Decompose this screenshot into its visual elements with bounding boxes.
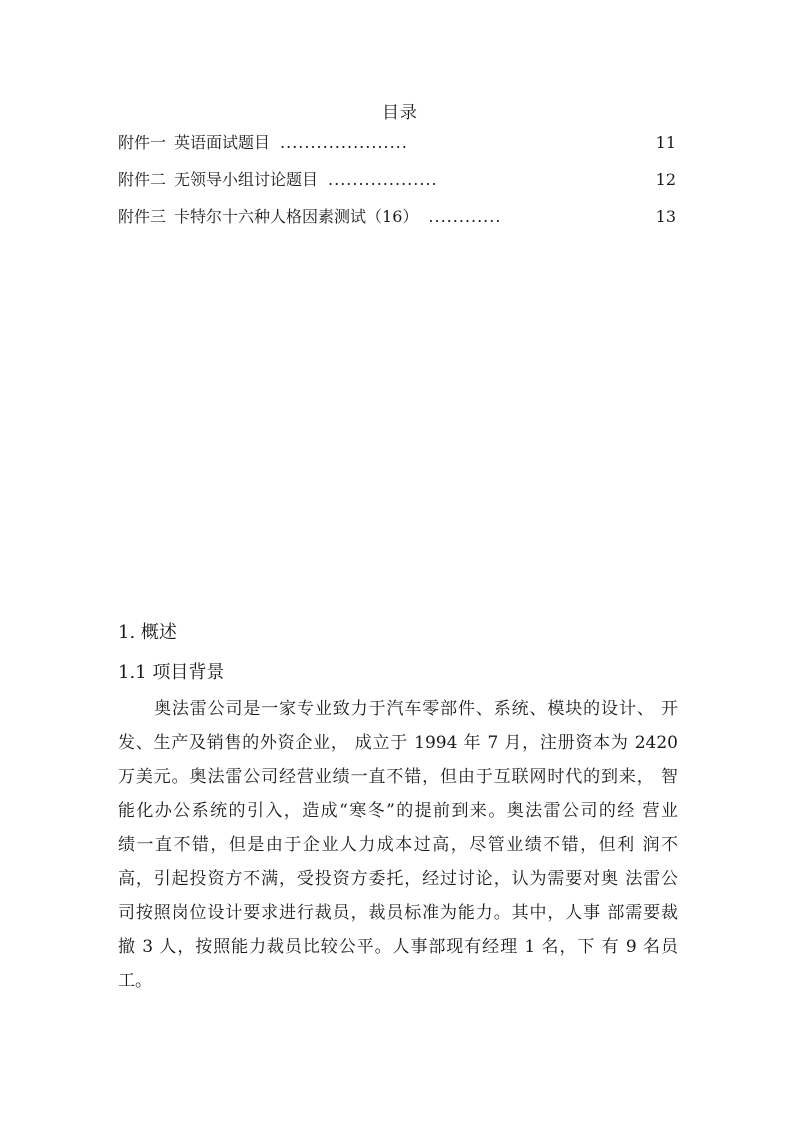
paragraph-line: 司按照岗位设计要求进行裁员，裁员标准为能力。其中，人事 部需要裁 bbox=[118, 903, 678, 923]
subsection-heading: 1.1 项目背景 bbox=[118, 662, 225, 683]
toc-item-appendix-1[interactable] bbox=[118, 130, 676, 167]
paragraph-line: 发、生产及销售的外资企业， 成立于 1994 年 7 月，注册资本为 2420 bbox=[118, 733, 678, 753]
toc-item-label: 附件一 bbox=[118, 133, 167, 152]
toc-item-text: 英语面试题目 bbox=[174, 133, 271, 152]
paragraph-line: 高，引起投资方不满，受投资方委托，经过讨论，认为需要对奥 法雷公 bbox=[118, 869, 678, 889]
paragraph-line: 撤 3 人，按照能力裁员比较公平。人事部现有经理 1 名，下 有 9 名员 bbox=[118, 937, 678, 957]
toc-item-leader-dots: ..................... bbox=[280, 133, 408, 152]
toc-item-leader-dots: ............ bbox=[428, 207, 502, 226]
toc-item-page-number: 12 bbox=[655, 170, 676, 189]
toc-item-text: 卡特尔十六种人格因素测试（16） bbox=[174, 207, 419, 226]
table-of-contents bbox=[118, 130, 676, 241]
toc-item-page-number: 11 bbox=[655, 133, 676, 152]
toc-item-label: 附件二 bbox=[118, 170, 167, 189]
toc-item-page-number: 13 bbox=[655, 207, 676, 226]
paragraph-line: 绩一直不错，但是由于企业人力成本过高，尽管业绩不错，但利 润不 bbox=[118, 835, 678, 855]
toc-item-leader-dots: .................. bbox=[328, 170, 438, 189]
paragraph-line: 万美元。奥法雷公司经营业绩一直不错，但由于互联网时代的到来， 智 bbox=[118, 767, 678, 787]
paragraph-line: 奥法雷公司是一家专业致力于汽车零部件、系统、模块的设计、 开 bbox=[154, 699, 678, 719]
toc-title: 目录 bbox=[382, 103, 418, 123]
toc-item-appendix-3[interactable] bbox=[118, 204, 676, 241]
toc-item-label: 附件三 bbox=[118, 207, 167, 226]
body-paragraph bbox=[118, 692, 678, 998]
paragraph-line: 能化办公系统的引入，造成“寒冬”的提前到来。奥法雷公司的经 营业 bbox=[118, 801, 678, 821]
paragraph-line: 工。 bbox=[118, 971, 152, 991]
toc-item-text: 无领导小组讨论题目 bbox=[174, 170, 319, 189]
toc-item-appendix-2[interactable] bbox=[118, 167, 676, 204]
section-heading: 1. 概述 bbox=[118, 622, 177, 643]
